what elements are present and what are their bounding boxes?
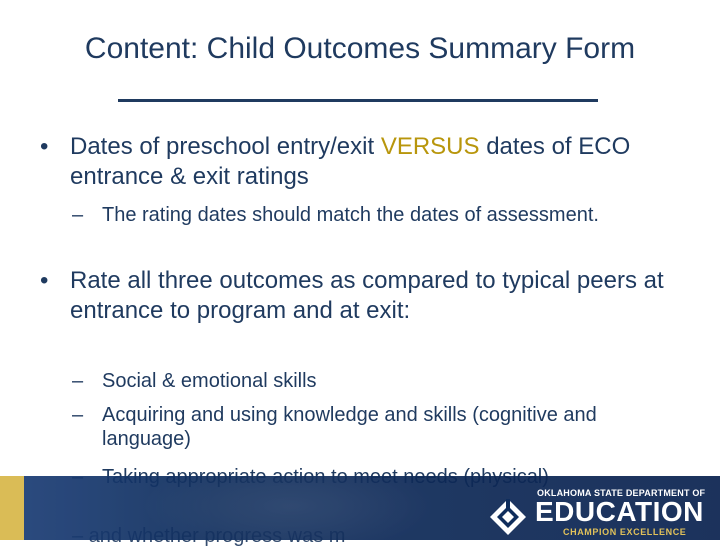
- sub-bullet-mark: –: [72, 204, 84, 226]
- bullet-mark: •: [40, 267, 49, 294]
- sub-bullet-mark: –: [72, 370, 84, 392]
- bullet-mark: •: [40, 133, 49, 160]
- logo-tagline: CHAMPION EXCELLENCE: [563, 527, 687, 537]
- footer-glow: [140, 476, 440, 540]
- slide-title: Content: Child Outcomes Summary Form: [84, 32, 636, 65]
- sub-bullet-mark: –: [72, 404, 84, 426]
- education-logo-icon: [489, 498, 527, 536]
- sub-bullet-text: The rating dates should match the dates of assessment.: [102, 204, 599, 226]
- logo-top-text: OKLAHOMA STATE DEPARTMENT OF: [537, 488, 706, 498]
- bullet-text-start: Dates of preschool entry/exit: [70, 133, 381, 160]
- bullet-text: Rate all three outcomes as compared to typical peers at entrance to program and at exit:: [70, 267, 664, 324]
- sub-bullet-text: Acquiring and using knowledge and skills (cognitive and language): [102, 404, 597, 450]
- title-underline: [118, 99, 598, 102]
- sub-bullet-text: Social & emotional skills: [102, 370, 317, 392]
- bullet-text-end: dates of ECO entrance & exit ratings: [70, 133, 631, 190]
- bullet-text-accent: VERSUS: [380, 133, 480, 160]
- bullet-text: [70, 132, 680, 192]
- footer-stripe: [0, 476, 24, 540]
- logo-main-text: EDUCATION: [535, 496, 704, 527]
